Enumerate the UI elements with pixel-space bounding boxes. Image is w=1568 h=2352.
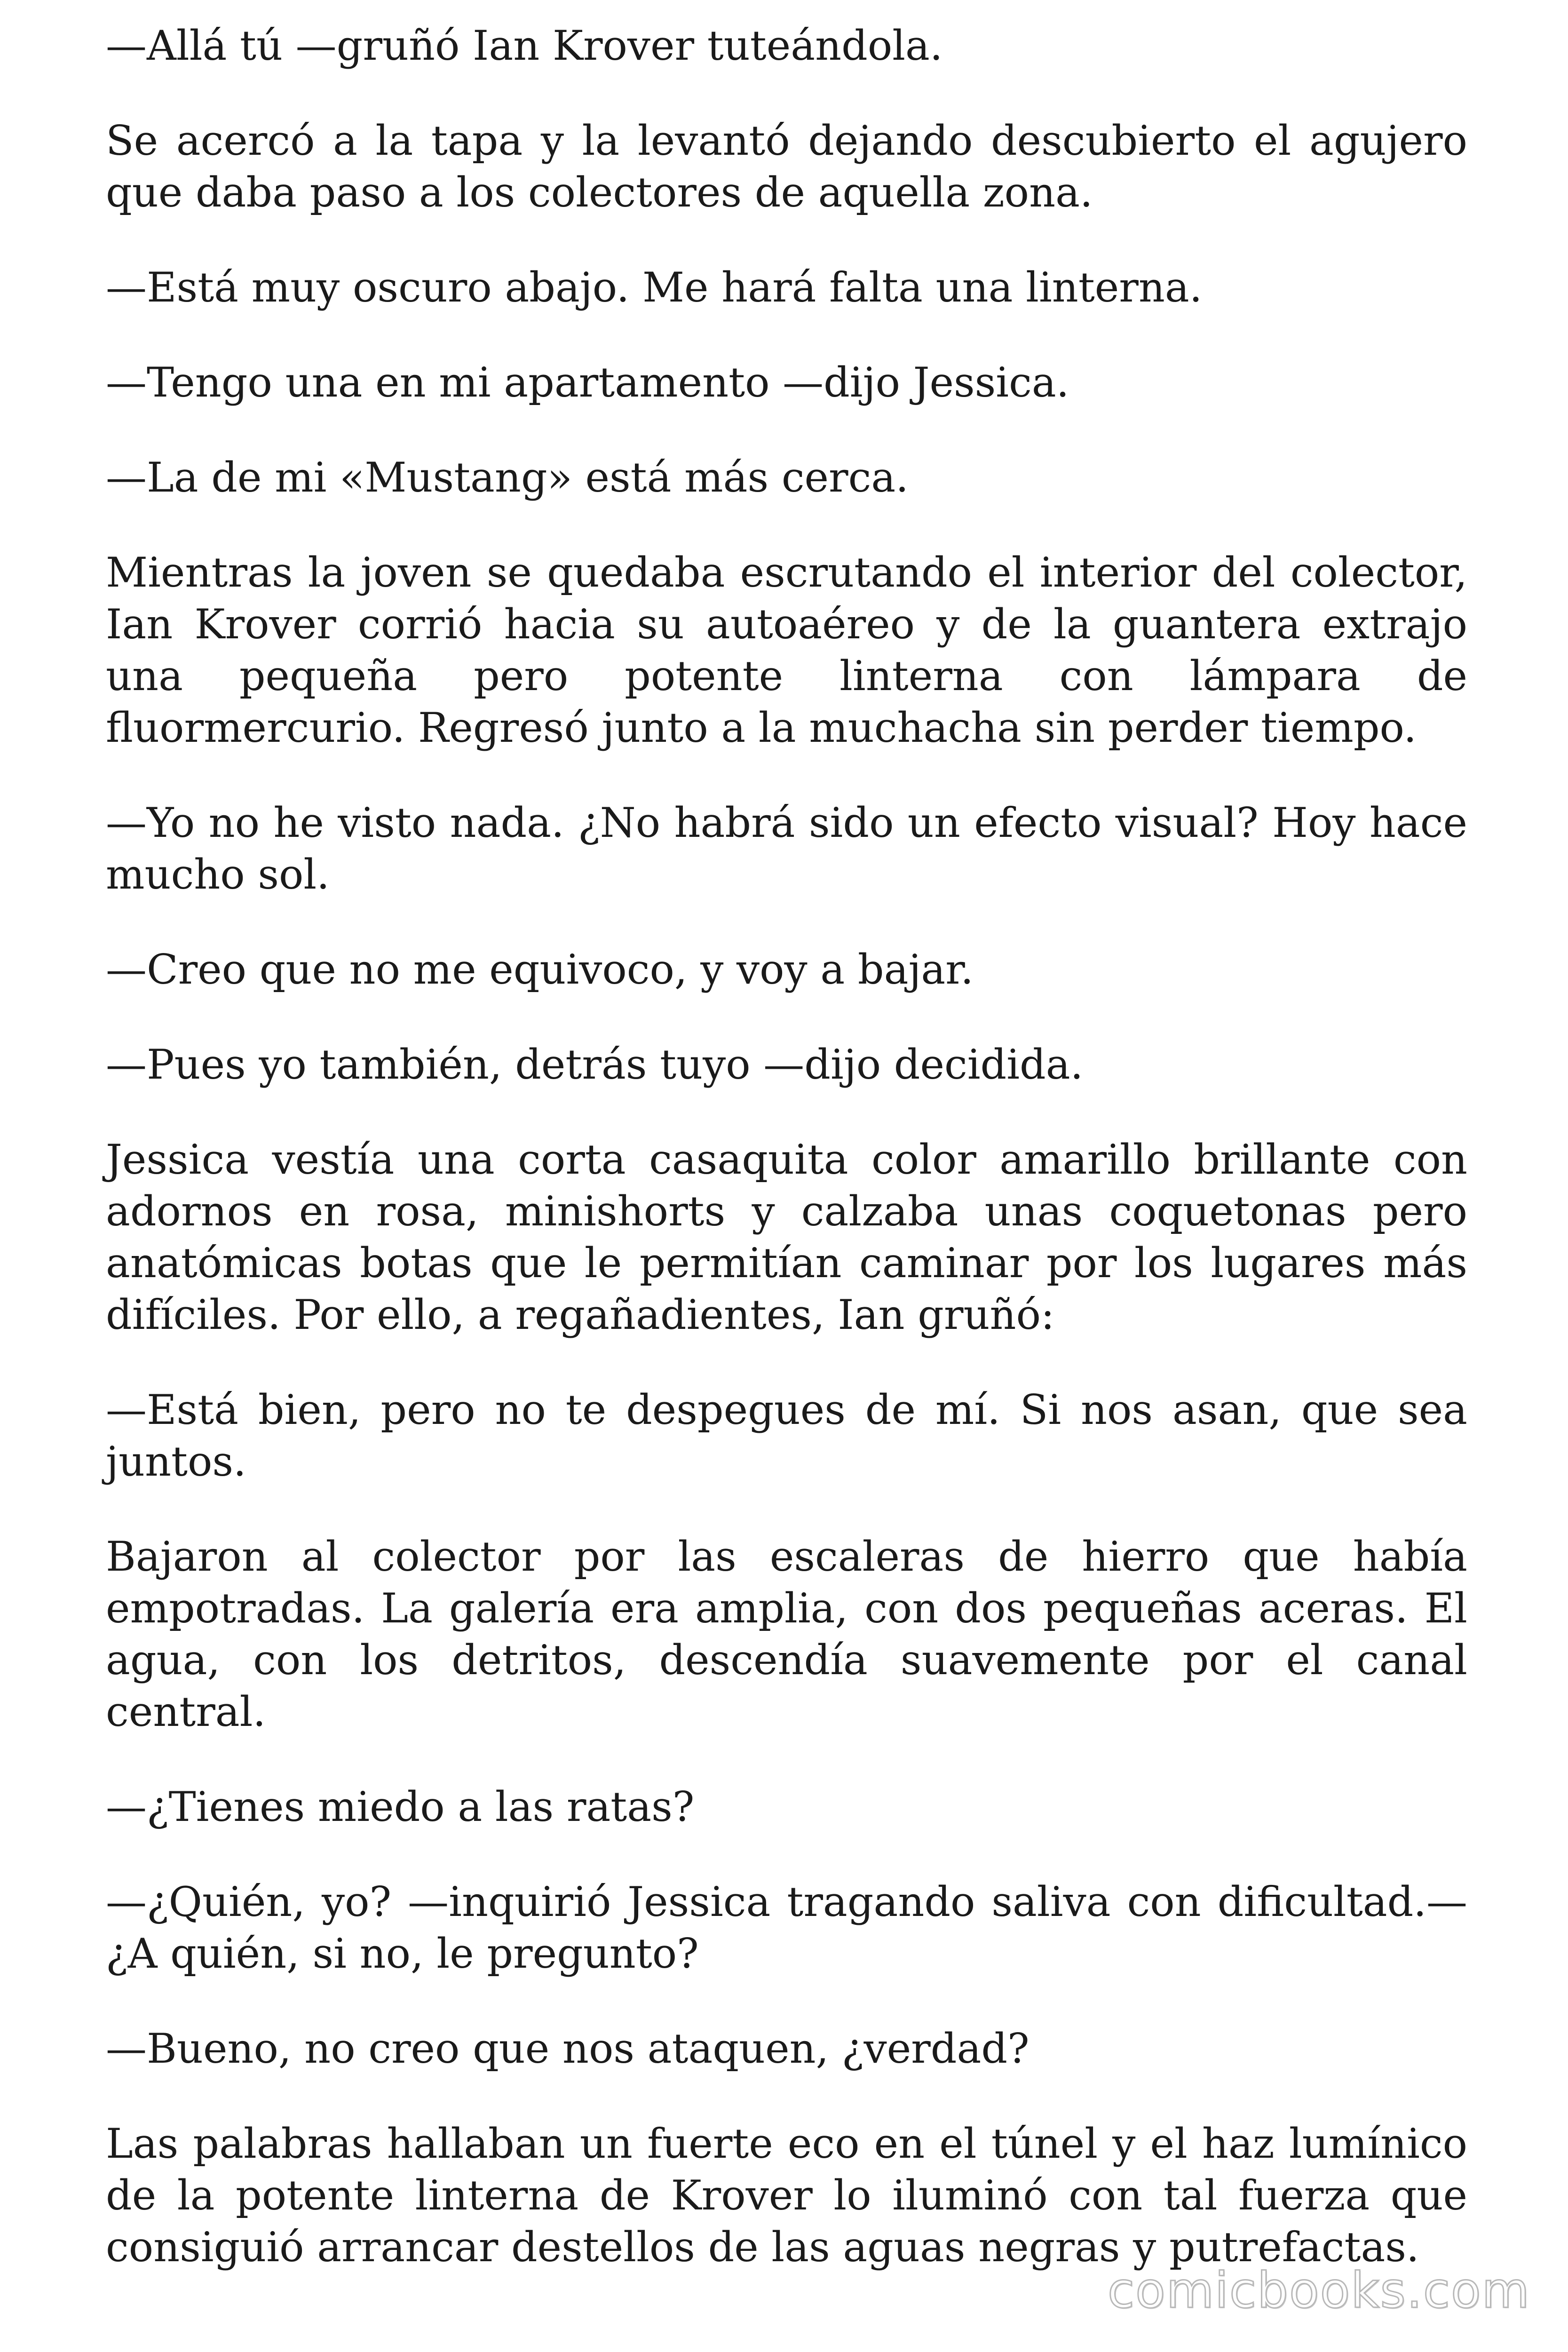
paragraph: Jessica vestía una corta casaquita color amarillo brillante con adornos en rosa, minishorts y calzaba unas coquetonas pero anatómicas botas que le permitían caminar por los lugares más difíciles. Por ello, a regañadientes, Ian gruñó: bbox=[106, 1136, 1467, 1339]
paragraph: —Allá tú —gruñó Ian Krover tuteándola. bbox=[106, 22, 943, 70]
paragraph: —Creo que no me equivoco, y voy a bajar. bbox=[106, 946, 974, 993]
paragraph: —Tengo una en mi apartamento —dijo Jessica. bbox=[106, 358, 1069, 406]
paragraph: —¿Tienes miedo a las ratas? bbox=[106, 1783, 695, 1831]
watermark: comicbooks.com bbox=[1107, 2262, 1530, 2319]
paragraph: —Está muy oscuro abajo. Me hará falta una linterna. bbox=[106, 263, 1203, 311]
paragraph: Se acercó a la tapa y la levantó dejando descubierto el agujero que daba paso a los colectores de aquella zona. bbox=[106, 117, 1467, 216]
paragraph: —Pues yo también, detrás tuyo —dijo decidida. bbox=[106, 1041, 1084, 1089]
paragraph: —Está bien, pero no te despegues de mí. Si nos asan, que sea juntos. bbox=[106, 1386, 1467, 1486]
page-body bbox=[106, 20, 1467, 2316]
paragraph: —Yo no he visto nada. ¿No habrá sido un efecto visual? Hoy hace mucho sol. bbox=[106, 799, 1467, 898]
paragraph: Bajaron al colector por las escaleras de hierro que había empotradas. La galería era amplia, con dos pequeñas aceras. El agua, con los detritos, descendía suavemente por el canal central. bbox=[106, 1533, 1467, 1736]
paragraph: Las palabras hallaban un fuerte eco en el túnel y el haz lumínico de la potente linterna de Krover lo iluminó con tal fuerza que consiguió arrancar destellos de las aguas negras y putrefactas. bbox=[106, 2120, 1467, 2271]
paragraph: —La de mi «Mustang» está más cerca. bbox=[106, 453, 909, 501]
paragraph: Mientras la joven se quedaba escrutando el interior del colector, Ian Krover corrió hacia su autoaéreo y de la guantera extrajo una pequeña pero potente linterna con lámpara de fluormercurio. Regresó junto a la muchacha sin perder tiempo. bbox=[106, 548, 1467, 752]
paragraph: —¿Quién, yo? —inquirió Jessica tragando saliva con dificultad.—¿A quién, si no, le pregunto? bbox=[106, 1878, 1467, 1978]
paragraph: —Bueno, no creo que nos ataquen, ¿verdad? bbox=[106, 2025, 1029, 2073]
